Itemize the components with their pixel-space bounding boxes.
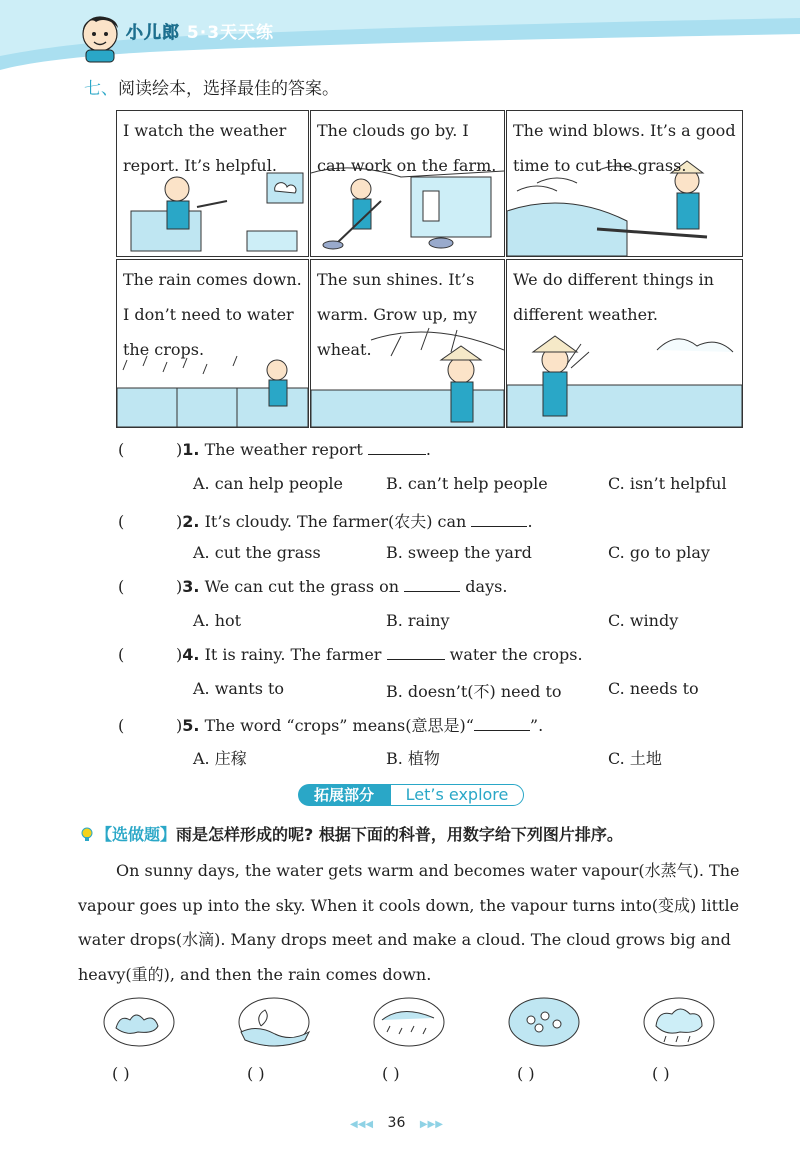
picture-1	[102, 996, 176, 1048]
order-answer-2[interactable]: ( )	[247, 1064, 265, 1083]
comic-panel-1	[116, 110, 309, 257]
question-tail: days.	[465, 577, 508, 596]
answer-blank[interactable]	[474, 716, 530, 731]
option-b: B. rainy	[386, 611, 450, 630]
option-a: A. wants to	[193, 679, 285, 698]
option-a: A. 庄稼	[193, 749, 247, 768]
answer-blank[interactable]	[368, 440, 426, 455]
panel-4-line-1: The rain comes down.	[123, 270, 302, 289]
panel-5-line-1: The sun shines. It’s	[317, 270, 475, 289]
answer-blank[interactable]	[387, 645, 445, 660]
answer-close-paren: )	[176, 577, 183, 596]
comic-panel-4	[116, 259, 309, 428]
panel-2-line-1: The clouds go by. I	[317, 121, 469, 140]
panel-4-line-2: I don’t need to water	[123, 305, 294, 324]
science-passage: On sunny days, the water gets warm and becomes water vapour(水蒸气). The vapour goes up into the sky. When it cools down, the vapour turns into(变成) little water drops(水滴). Many drops meet and make a cloud. The cloud grows big and heavy(重的), and then the rain comes down.	[78, 861, 740, 984]
option-c: C. 土地	[608, 749, 662, 768]
brand-title	[126, 18, 274, 43]
question-tail: .	[425, 440, 431, 459]
question-text: The word “crops” means(意思是)“	[204, 716, 474, 735]
question-text: It’s cloudy. The farmer(农夫) can	[204, 512, 467, 531]
panel-5-line-3: wheat.	[317, 340, 372, 359]
panel-5-line-2: warm. Grow up, my	[317, 305, 477, 324]
answer-open-paren: (	[118, 440, 125, 459]
answer-blank[interactable]	[404, 577, 460, 592]
question-tail: .	[527, 512, 533, 531]
picture-2	[237, 996, 311, 1048]
question-1	[118, 440, 431, 459]
page-number: 36	[387, 1115, 406, 1131]
option-a: A. cut the grass	[193, 543, 321, 562]
vapour-picture-icon	[237, 996, 311, 1048]
panel-3-line-2: time to cut the grass.	[513, 156, 687, 175]
order-answer-5[interactable]: ( )	[652, 1064, 670, 1083]
comic-panel-6	[506, 259, 743, 428]
question-4	[118, 645, 583, 664]
option-b: B. 植物	[386, 749, 440, 768]
question-tail: water the crops.	[449, 645, 583, 664]
option-a: A. hot	[193, 611, 242, 630]
answer-open-paren: (	[118, 577, 125, 596]
option-c: C. go to play	[608, 543, 710, 562]
option-c: C. needs to	[608, 679, 699, 698]
question-text: We can cut the grass on	[204, 577, 400, 596]
option-b: B. doesn’t(不) need to	[386, 682, 562, 701]
picture-3	[372, 996, 446, 1048]
answer-open-paren: (	[118, 716, 125, 735]
question-number: 1.	[182, 440, 200, 459]
left-arrows-icon: ◀◀◀	[350, 1119, 374, 1130]
lightbulb-icon	[78, 826, 96, 842]
explore-cn-label: 拓展部分	[298, 784, 390, 806]
question-number: 4.	[182, 645, 200, 664]
right-arrows-icon: ▶▶▶	[419, 1119, 443, 1130]
answer-close-paren: )	[176, 512, 183, 531]
page-footer	[350, 1115, 470, 1131]
order-answer-4[interactable]: ( )	[517, 1064, 535, 1083]
question-2	[118, 509, 533, 532]
option-a: A. can help people	[193, 474, 344, 493]
rain-picture-icon	[372, 996, 446, 1048]
section-title-text: 阅读绘本，选择最佳的答案。	[118, 79, 339, 99]
water-drops-picture-icon	[507, 996, 581, 1048]
optional-tag: 【选做题】	[96, 825, 177, 844]
optional-task-heading	[78, 822, 623, 845]
comic-panel-5	[310, 259, 505, 428]
answer-blank[interactable]	[471, 512, 527, 527]
option-c: C. isn’t helpful	[608, 474, 727, 493]
explore-en-label: Let’s explore	[390, 784, 524, 806]
clouds-picture-icon	[102, 996, 176, 1048]
question-5	[118, 713, 543, 736]
answer-close-paren: )	[176, 645, 183, 664]
panel-2-line-2: can work on the farm.	[317, 156, 497, 175]
panel-4-line-3: the crops.	[123, 340, 205, 359]
comic-panel-3	[506, 110, 743, 257]
section-number: 七、	[84, 79, 118, 99]
heavy-cloud-picture-icon	[642, 996, 716, 1048]
optional-instruction: 雨是怎样形成的呢? 根据下面的科普，用数字给下列图片排序。	[176, 825, 623, 844]
comic-panel-2	[310, 110, 505, 257]
answer-close-paren: )	[176, 440, 183, 459]
order-answer-3[interactable]: ( )	[382, 1064, 400, 1083]
brand-logo-text: 小儿郎	[126, 23, 180, 43]
page-header	[0, 0, 800, 70]
answer-close-paren: )	[176, 716, 183, 735]
picture-5	[642, 996, 716, 1048]
answer-open-paren: (	[118, 512, 125, 531]
panel-6-line-2: different weather.	[513, 305, 659, 324]
question-tail: ”.	[529, 716, 544, 735]
option-b: B. sweep the yard	[386, 543, 532, 562]
option-b: B. can’t help people	[386, 474, 548, 493]
question-text: The weather report	[204, 440, 363, 459]
order-answer-1[interactable]: ( )	[112, 1064, 130, 1083]
boy-mascot-icon	[72, 4, 132, 64]
section-title	[84, 74, 339, 99]
panel-1-line-1: I watch the weather	[123, 121, 287, 140]
question-number: 2.	[182, 512, 200, 531]
panel-3-line-1: The wind blows. It’s a good	[513, 121, 736, 140]
question-3	[118, 577, 507, 596]
answer-open-paren: (	[118, 645, 125, 664]
question-number: 3.	[182, 577, 200, 596]
question-text: It is rainy. The farmer	[204, 645, 382, 664]
panel-1-line-2: report. It’s helpful.	[123, 156, 277, 175]
option-c: C. windy	[608, 611, 679, 630]
picture-4	[507, 996, 581, 1048]
question-number: 5.	[182, 716, 200, 735]
brand-series-text: 5·3天天练	[186, 23, 275, 43]
panel-6-line-1: We do different things in	[513, 270, 714, 289]
